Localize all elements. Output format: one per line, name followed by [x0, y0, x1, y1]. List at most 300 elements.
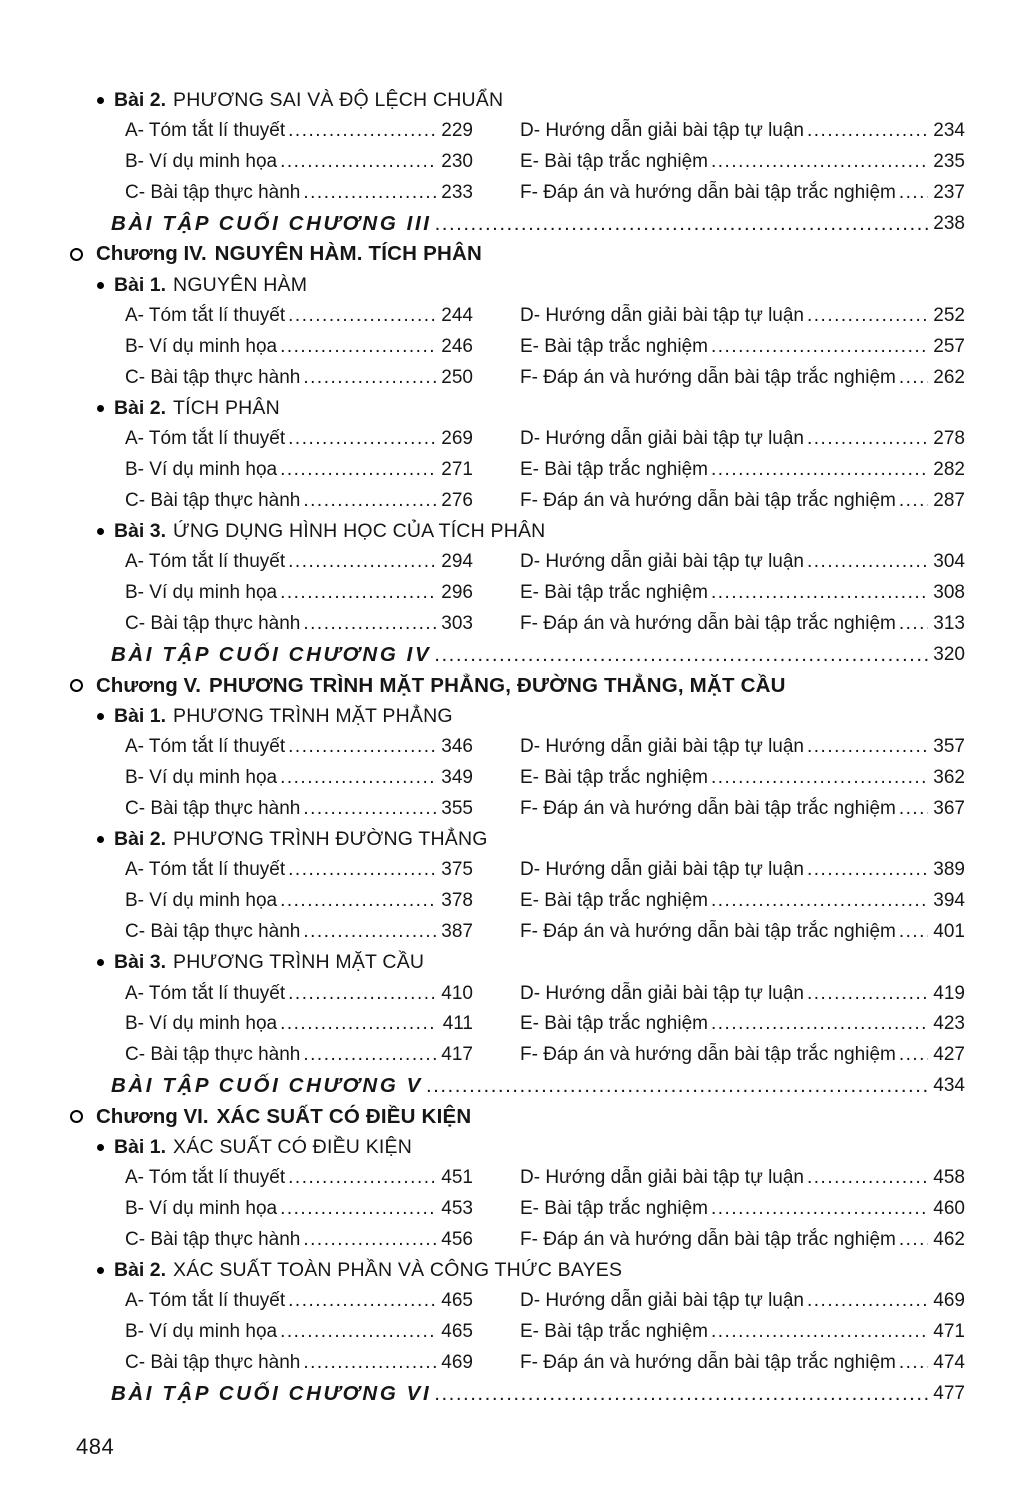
toc-page-ref: 252 — [933, 304, 965, 326]
lesson-title: NGUYÊN HÀM — [173, 273, 308, 296]
dot-leader — [434, 643, 928, 667]
dot-leader — [807, 1290, 928, 1312]
dot-leader — [807, 1167, 928, 1189]
toc-chapter-heading — [70, 1101, 965, 1132]
toc-page-ref: 477 — [933, 1382, 965, 1404]
toc-lesson-heading — [97, 1132, 965, 1163]
dot-leader — [303, 490, 436, 512]
toc-item-label: B- Ví dụ minh họa — [125, 1198, 278, 1220]
dot-leader — [711, 767, 928, 789]
toc-page-ref: 410 — [441, 982, 473, 1004]
bullet-icon — [97, 405, 104, 412]
toc-item-label: D- Hướng dẫn giải bài tập tự luận — [520, 859, 804, 881]
toc-page-ref: 237 — [933, 181, 965, 203]
toc-row-left-column — [125, 1321, 473, 1343]
toc-item-label: D- Hướng dẫn giải bài tập tự luận — [520, 120, 804, 142]
toc-row-left-column — [125, 613, 473, 635]
chapter-end-title: BÀI TẬP CUỐI CHƯƠNG III — [111, 211, 432, 235]
toc-item-label: A- Tóm tắt lí thuyết — [125, 1290, 286, 1312]
toc-item-label: E- Bài tập trắc nghiệm — [520, 1321, 708, 1343]
toc-item-label: A- Tóm tắt lí thuyết — [125, 304, 286, 326]
table-of-contents — [97, 85, 965, 1409]
dot-leader — [711, 151, 928, 173]
dot-leader — [288, 1290, 436, 1312]
dot-leader — [899, 367, 928, 389]
toc-page-ref: 423 — [933, 1013, 965, 1035]
chapter-number-label: Chương V. — [96, 673, 201, 697]
dot-leader — [711, 336, 928, 358]
toc-page-ref: 465 — [441, 1321, 473, 1343]
toc-item-label: F- Đáp án và hướng dẫn bài tập trắc nghiệm — [520, 612, 896, 634]
toc-row — [97, 331, 965, 362]
toc-item-label: F- Đáp án và hướng dẫn bài tập trắc nghiệm — [520, 797, 896, 819]
toc-lesson-heading — [97, 85, 965, 116]
toc-row-left-column — [125, 582, 473, 604]
toc-page-ref: 460 — [933, 1198, 965, 1220]
dot-leader — [711, 582, 928, 604]
toc-page-ref: 296 — [441, 582, 473, 604]
dot-leader — [288, 983, 436, 1005]
dot-leader — [303, 613, 436, 635]
toc-item-label: E- Bài tập trắc nghiệm — [520, 1013, 708, 1035]
toc-page-ref: 235 — [933, 150, 965, 172]
dot-leader — [807, 859, 928, 881]
lesson-number-label: Bài 1. — [114, 273, 167, 296]
dot-leader — [807, 120, 928, 142]
circle-bullet-icon — [70, 679, 83, 692]
toc-item-label: B- Ví dụ minh họa — [125, 458, 278, 480]
dot-leader — [303, 367, 436, 389]
lesson-title: TÍCH PHÂN — [173, 396, 280, 419]
toc-row-left-column — [125, 459, 473, 481]
page-number: 484 — [76, 1434, 115, 1459]
toc-page-ref: 427 — [933, 1044, 965, 1066]
toc-row — [97, 547, 965, 578]
toc-item-label: F- Đáp án và hướng dẫn bài tập trắc nghiệm — [520, 1044, 896, 1066]
toc-item-label: C- Bài tập thực hành — [125, 920, 301, 942]
toc-page-ref: 355 — [441, 797, 473, 819]
toc-item-label: B- Ví dụ minh họa — [125, 890, 278, 912]
bullet-icon — [97, 528, 104, 535]
toc-row-right-column — [520, 490, 965, 512]
toc-lesson-heading — [97, 947, 965, 978]
toc-row-left-column — [125, 336, 473, 358]
toc-item-label: A- Tóm tắt lí thuyết — [125, 859, 286, 881]
toc-row-right-column — [520, 1044, 965, 1066]
dot-leader — [435, 212, 928, 236]
toc-row-right-column — [520, 890, 965, 912]
toc-page-ref: 278 — [933, 428, 965, 450]
toc-page-ref: 469 — [933, 1290, 965, 1312]
toc-row-left-column — [125, 305, 473, 327]
toc-row-right-column — [520, 1352, 965, 1374]
dot-leader — [303, 798, 436, 820]
toc-chapter-end — [97, 1071, 965, 1102]
lesson-title: PHƯƠNG TRÌNH ĐƯỜNG THẲNG — [173, 828, 488, 851]
dot-leader — [434, 1382, 928, 1406]
toc-item-label: A- Tóm tắt lí thuyết — [125, 1167, 286, 1189]
toc-item-label: F- Đáp án và hướng dẫn bài tập trắc nghiệm — [520, 366, 896, 388]
chapter-end-title: BÀI TẬP CUỐI CHƯƠNG V — [111, 1073, 423, 1097]
toc-row-left-column — [125, 1013, 473, 1035]
toc-item-label: D- Hướng dẫn giải bài tập tự luận — [520, 428, 804, 450]
toc-row-right-column — [520, 182, 965, 204]
toc-page-ref: 474 — [933, 1352, 965, 1374]
lesson-number-label: Bài 1. — [114, 1135, 167, 1158]
toc-page-ref: 246 — [441, 335, 473, 357]
chapter-title: NGUYÊN HÀM. TÍCH PHÂN — [214, 242, 482, 266]
toc-row-right-column — [520, 1229, 965, 1251]
toc-page-ref: 229 — [441, 120, 473, 142]
toc-item-label: E- Bài tập trắc nghiệm — [520, 582, 708, 604]
toc-row — [97, 424, 965, 455]
lesson-number-label: Bài 3. — [114, 951, 167, 974]
chapter-title: PHƯƠNG TRÌNH MẶT PHẲNG, ĐƯỜNG THẲNG, MẶT CẦU — [208, 673, 786, 697]
toc-page-ref: 244 — [441, 304, 473, 326]
bullet-icon — [97, 97, 104, 104]
toc-page-ref: 362 — [933, 766, 965, 788]
toc-row-left-column — [125, 120, 473, 142]
toc-page-ref: 471 — [933, 1321, 965, 1343]
toc-row-right-column — [520, 921, 965, 943]
dot-leader — [280, 336, 436, 358]
toc-page-ref: 294 — [441, 551, 473, 573]
toc-row-right-column — [520, 428, 965, 450]
toc-item-label: B- Ví dụ minh họa — [125, 150, 278, 172]
toc-page-ref: 250 — [441, 366, 473, 388]
lesson-number-label: Bài 2. — [114, 88, 167, 111]
dot-leader — [280, 890, 436, 912]
toc-item-label: F- Đáp án và hướng dẫn bài tập trắc nghiệm — [520, 1352, 896, 1374]
toc-page-ref: 238 — [933, 212, 965, 234]
toc-item-label: B- Ví dụ minh họa — [125, 582, 278, 604]
toc-page-ref: 434 — [933, 1074, 965, 1096]
toc-row — [97, 886, 965, 917]
toc-page-ref: 394 — [933, 890, 965, 912]
lesson-number-label: Bài 2. — [114, 828, 167, 851]
toc-row-left-column — [125, 428, 473, 450]
bullet-icon — [97, 1267, 104, 1274]
toc-row — [97, 1194, 965, 1225]
toc-chapter-heading — [70, 670, 965, 701]
toc-row — [97, 1348, 965, 1379]
dot-leader — [288, 736, 436, 758]
toc-row — [97, 1009, 965, 1040]
toc-row-left-column — [125, 767, 473, 789]
toc-item-label: C- Bài tập thực hành — [125, 797, 301, 819]
toc-row-left-column — [125, 1167, 473, 1189]
toc-row — [97, 578, 965, 609]
toc-item-label: C- Bài tập thực hành — [125, 612, 301, 634]
toc-row-right-column — [520, 1013, 965, 1035]
lesson-title: PHƯƠNG SAI VÀ ĐỘ LỆCH CHUẨN — [173, 88, 504, 111]
toc-page-ref: 451 — [441, 1167, 473, 1189]
dot-leader — [288, 1167, 436, 1189]
toc-page-ref: 234 — [933, 120, 965, 142]
toc-row-right-column — [520, 1198, 965, 1220]
toc-page-ref: 308 — [933, 582, 965, 604]
toc-row-right-column — [520, 336, 965, 358]
toc-item-label: E- Bài tập trắc nghiệm — [520, 458, 708, 480]
dot-leader — [899, 490, 928, 512]
toc-page-ref: 313 — [933, 612, 965, 634]
toc-page-ref: 320 — [933, 643, 965, 665]
toc-row-right-column — [520, 551, 965, 573]
toc-lesson-heading — [97, 701, 965, 732]
dot-leader — [899, 613, 928, 635]
lesson-title: PHƯƠNG TRÌNH MẶT PHẲNG — [173, 704, 453, 727]
lesson-number-label: Bài 1. — [114, 704, 167, 727]
toc-row-left-column — [125, 151, 473, 173]
toc-page-ref: 367 — [933, 797, 965, 819]
toc-row-right-column — [520, 1290, 965, 1312]
dot-leader — [899, 1044, 928, 1066]
toc-row-left-column — [125, 490, 473, 512]
toc-row-left-column — [125, 798, 473, 820]
toc-item-label: B- Ví dụ minh họa — [125, 1013, 278, 1035]
dot-leader — [807, 736, 928, 758]
toc-row-left-column — [125, 736, 473, 758]
toc-row-left-column — [125, 1044, 473, 1066]
toc-lesson-heading — [97, 824, 965, 855]
dot-leader — [280, 459, 436, 481]
toc-row — [97, 1317, 965, 1348]
toc-item-label: E- Bài tập trắc nghiệm — [520, 1198, 708, 1220]
toc-row-right-column — [520, 367, 965, 389]
dot-leader — [807, 305, 928, 327]
toc-chapter-end — [97, 639, 965, 670]
toc-page-ref: 304 — [933, 551, 965, 573]
toc-page-ref: 349 — [441, 766, 473, 788]
toc-item-label: C- Bài tập thực hành — [125, 1044, 301, 1066]
toc-item-label: D- Hướng dẫn giải bài tập tự luận — [520, 736, 804, 758]
toc-item-label: A- Tóm tắt lí thuyết — [125, 736, 286, 758]
toc-row-left-column — [125, 551, 473, 573]
chapter-title: XÁC SUẤT CÓ ĐIỀU KIỆN — [216, 1104, 472, 1128]
dot-leader — [711, 890, 928, 912]
toc-page-ref: 469 — [441, 1352, 473, 1374]
circle-bullet-icon — [70, 1110, 83, 1123]
toc-row — [97, 1224, 965, 1255]
toc-row-left-column — [125, 367, 473, 389]
toc-row — [97, 177, 965, 208]
chapter-end-title: BÀI TẬP CUỐI CHƯƠNG IV — [111, 642, 432, 666]
toc-page-ref: 287 — [933, 489, 965, 511]
toc-page-ref: 378 — [441, 890, 473, 912]
toc-row-right-column — [520, 613, 965, 635]
toc-row — [97, 609, 965, 640]
lesson-title: PHƯƠNG TRÌNH MẶT CẦU — [173, 951, 425, 974]
toc-row — [97, 732, 965, 763]
dot-leader — [288, 859, 436, 881]
toc-row-right-column — [520, 736, 965, 758]
toc-row-left-column — [125, 983, 473, 1005]
bullet-icon — [97, 836, 104, 843]
toc-item-label: C- Bài tập thực hành — [125, 489, 301, 511]
toc-page-ref: 269 — [441, 428, 473, 450]
dot-leader — [711, 1321, 928, 1343]
toc-page-ref: 257 — [933, 335, 965, 357]
toc-row-left-column — [125, 1352, 473, 1374]
dot-leader — [288, 551, 436, 573]
toc-row — [97, 301, 965, 332]
dot-leader — [303, 1229, 436, 1251]
toc-item-label: B- Ví dụ minh họa — [125, 766, 278, 788]
toc-row-left-column — [125, 1198, 473, 1220]
toc-row — [97, 855, 965, 886]
toc-row-left-column — [125, 182, 473, 204]
toc-item-label: B- Ví dụ minh họa — [125, 335, 278, 357]
toc-page-ref: 375 — [441, 859, 473, 881]
bullet-icon — [97, 1144, 104, 1151]
toc-row-right-column — [520, 459, 965, 481]
toc-page-ref: 462 — [933, 1228, 965, 1250]
toc-row — [97, 147, 965, 178]
dot-leader — [280, 1198, 436, 1220]
toc-row-right-column — [520, 305, 965, 327]
lesson-title: XÁC SUẤT TOÀN PHẦN VÀ CÔNG THỨC BAYES — [173, 1259, 623, 1282]
dot-leader — [899, 798, 928, 820]
toc-row — [97, 978, 965, 1009]
toc-item-label: F- Đáp án và hướng dẫn bài tập trắc nghiệm — [520, 1228, 896, 1250]
toc-row-right-column — [520, 983, 965, 1005]
toc-row — [97, 763, 965, 794]
toc-row-left-column — [125, 1229, 473, 1251]
toc-lesson-heading — [97, 1255, 965, 1286]
toc-page-ref: 276 — [441, 489, 473, 511]
toc-page-ref: 346 — [441, 736, 473, 758]
toc-item-label: D- Hướng dẫn giải bài tập tự luận — [520, 1290, 804, 1312]
toc-page-ref: 456 — [441, 1228, 473, 1250]
toc-item-label: F- Đáp án và hướng dẫn bài tập trắc nghiệm — [520, 181, 896, 203]
toc-item-label: D- Hướng dẫn giải bài tập tự luận — [520, 304, 804, 326]
toc-row-right-column — [520, 859, 965, 881]
toc-item-label: A- Tóm tắt lí thuyết — [125, 551, 286, 573]
toc-item-label: C- Bài tập thực hành — [125, 366, 301, 388]
toc-page-ref: 458 — [933, 1167, 965, 1189]
toc-page-ref: 230 — [441, 150, 473, 172]
toc-row-left-column — [125, 859, 473, 881]
toc-row-right-column — [520, 1167, 965, 1189]
bullet-icon — [97, 713, 104, 720]
toc-item-label: F- Đáp án và hướng dẫn bài tập trắc nghiệm — [520, 920, 896, 942]
lesson-number-label: Bài 3. — [114, 520, 167, 543]
toc-item-label: D- Hướng dẫn giải bài tập tự luận — [520, 1167, 804, 1189]
toc-row-left-column — [125, 1290, 473, 1312]
toc-page-ref: 419 — [933, 982, 965, 1004]
toc-row — [97, 455, 965, 486]
toc-page-ref: 282 — [933, 458, 965, 480]
toc-page-ref: 262 — [933, 366, 965, 388]
toc-item-label: E- Bài tập trắc nghiệm — [520, 890, 708, 912]
toc-page-ref: 387 — [441, 920, 473, 942]
dot-leader — [807, 551, 928, 573]
toc-item-label: A- Tóm tắt lí thuyết — [125, 120, 286, 142]
lesson-number-label: Bài 2. — [114, 396, 167, 419]
toc-row — [97, 116, 965, 147]
dot-leader — [280, 767, 436, 789]
dot-leader — [303, 1352, 436, 1374]
toc-item-label: E- Bài tập trắc nghiệm — [520, 150, 708, 172]
toc-item-label: D- Hướng dẫn giải bài tập tự luận — [520, 551, 804, 573]
dot-leader — [288, 305, 436, 327]
toc-row-left-column — [125, 890, 473, 912]
dot-leader — [899, 921, 928, 943]
toc-row-right-column — [520, 798, 965, 820]
dot-leader — [711, 1198, 928, 1220]
toc-page-ref: 411 — [442, 1013, 473, 1035]
chapter-number-label: Chương IV. — [96, 242, 207, 266]
circle-bullet-icon — [70, 248, 83, 261]
toc-page-ref: 303 — [441, 612, 473, 634]
dot-leader — [807, 983, 928, 1005]
bullet-icon — [97, 282, 104, 289]
dot-leader — [303, 182, 436, 204]
lesson-title: XÁC SUẤT CÓ ĐIỀU KIỆN — [173, 1135, 413, 1158]
toc-lesson-heading — [97, 270, 965, 301]
toc-page-ref: 233 — [441, 181, 473, 203]
toc-lesson-heading — [97, 516, 965, 547]
toc-page-ref: 401 — [933, 920, 965, 942]
bullet-icon — [97, 959, 104, 966]
toc-item-label: C- Bài tập thực hành — [125, 181, 301, 203]
toc-row — [97, 485, 965, 516]
dot-leader — [280, 1321, 436, 1343]
toc-page-ref: 417 — [441, 1044, 473, 1066]
toc-row-right-column — [520, 767, 965, 789]
toc-row — [97, 793, 965, 824]
toc-item-label: E- Bài tập trắc nghiệm — [520, 766, 708, 788]
chapter-number-label: Chương VI. — [96, 1104, 209, 1128]
toc-page-ref: 453 — [441, 1198, 473, 1220]
dot-leader — [426, 1074, 928, 1098]
chapter-end-title: BÀI TẬP CUỐI CHƯƠNG VI — [111, 1381, 432, 1405]
toc-item-label: E- Bài tập trắc nghiệm — [520, 335, 708, 357]
dot-leader — [711, 1013, 928, 1035]
lesson-title: ỨNG DỤNG HÌNH HỌC CỦA TÍCH PHÂN — [173, 520, 546, 543]
toc-row-left-column — [125, 921, 473, 943]
dot-leader — [288, 120, 436, 142]
toc-row — [97, 1286, 965, 1317]
toc-lesson-heading — [97, 393, 965, 424]
dot-leader — [807, 428, 928, 450]
toc-chapter-heading — [70, 239, 965, 270]
dot-leader — [303, 921, 436, 943]
toc-row-right-column — [520, 151, 965, 173]
dot-leader — [280, 1013, 436, 1035]
dot-leader — [899, 1352, 928, 1374]
toc-page-ref: 357 — [933, 736, 965, 758]
toc-page-ref: 465 — [441, 1290, 473, 1312]
toc-row-right-column — [520, 120, 965, 142]
toc-row-right-column — [520, 1321, 965, 1343]
dot-leader — [280, 151, 436, 173]
dot-leader — [899, 182, 928, 204]
toc-item-label: C- Bài tập thực hành — [125, 1228, 301, 1250]
dot-leader — [711, 459, 928, 481]
toc-item-label: F- Đáp án và hướng dẫn bài tập trắc nghiệm — [520, 489, 896, 511]
toc-row — [97, 1163, 965, 1194]
toc-page-ref: 389 — [933, 859, 965, 881]
toc-item-label: A- Tóm tắt lí thuyết — [125, 428, 286, 450]
toc-chapter-end — [97, 1378, 965, 1409]
toc-item-label: C- Bài tập thực hành — [125, 1352, 301, 1374]
toc-row — [97, 917, 965, 948]
toc-row — [97, 362, 965, 393]
dot-leader — [303, 1044, 436, 1066]
toc-row — [97, 1040, 965, 1071]
dot-leader — [899, 1229, 928, 1251]
